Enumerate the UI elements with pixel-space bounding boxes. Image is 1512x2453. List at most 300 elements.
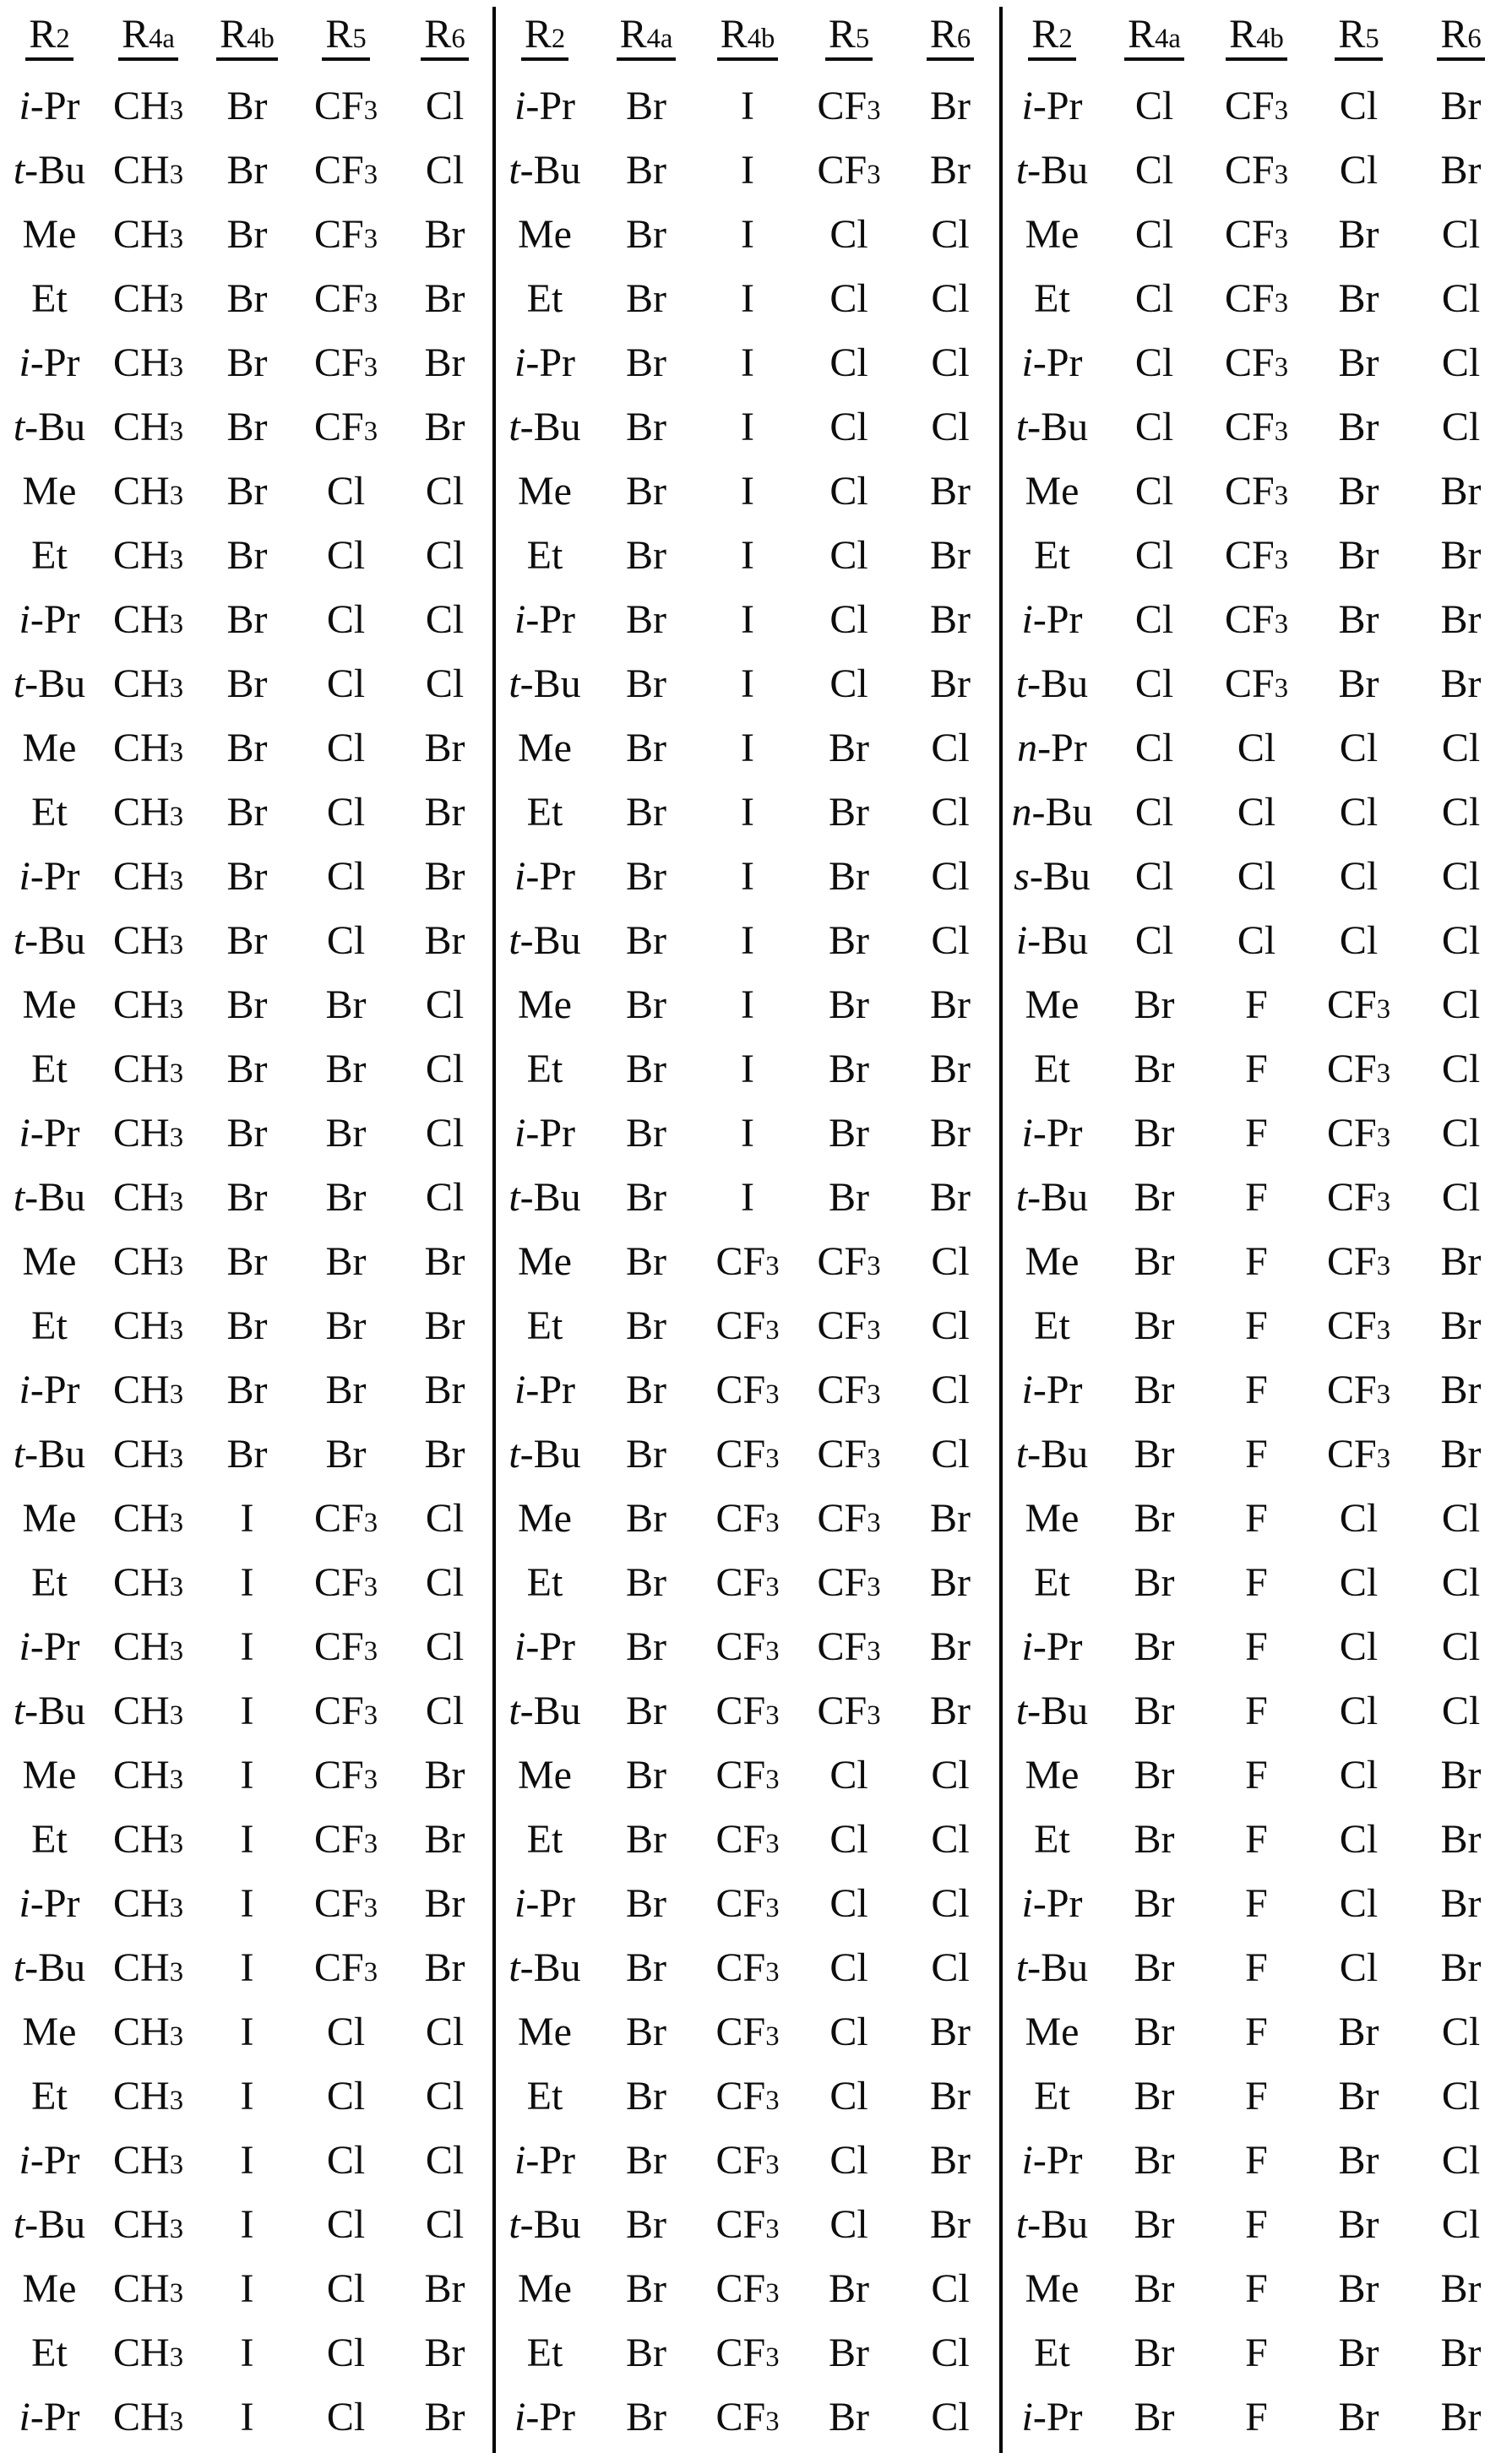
substituent-table-group-1 bbox=[0, 0, 494, 2450]
table-cell: Cl bbox=[829, 1945, 868, 1990]
table-row bbox=[0, 1808, 494, 1872]
table-cell: Cl bbox=[1134, 854, 1174, 899]
table-row bbox=[1001, 1294, 1512, 1358]
table-cell: Cl bbox=[829, 340, 868, 385]
column-header-R6: $R^6$ bbox=[395, 0, 494, 74]
table-cell: Cl bbox=[326, 790, 366, 835]
table-cell: $CF_3$ bbox=[313, 276, 378, 321]
column-group-divider-1 bbox=[492, 7, 496, 2453]
table-cell: Cl bbox=[326, 2010, 366, 2054]
table-cell: Br bbox=[226, 276, 268, 321]
table-cell: I bbox=[741, 405, 754, 449]
table-cell: Cl bbox=[326, 2202, 366, 2247]
table-cell: Cl bbox=[829, 212, 868, 257]
table-cell: i-Pr bbox=[1021, 1624, 1083, 1669]
table-cell: Cl bbox=[1339, 1496, 1379, 1541]
table-cell: Br bbox=[424, 2395, 465, 2439]
table-cell: I bbox=[240, 1945, 254, 1990]
table-cell: Br bbox=[626, 84, 666, 128]
table-cell: I bbox=[741, 1175, 754, 1220]
table-cell: Br bbox=[424, 1432, 465, 1477]
column-header-R2: $R^2$ bbox=[494, 0, 596, 74]
table-cell: Cl bbox=[1339, 1817, 1379, 1862]
table-cell: $CH_3$ bbox=[113, 790, 183, 835]
table-row bbox=[1001, 267, 1512, 331]
table-cell: Br bbox=[1440, 84, 1482, 128]
table-row bbox=[1001, 909, 1512, 973]
table-cell: I bbox=[741, 597, 754, 642]
table-cell: Me bbox=[1025, 2266, 1080, 2311]
table-cell: Br bbox=[626, 1432, 666, 1477]
table-cell: Me bbox=[1025, 982, 1080, 1027]
table-cell: Br bbox=[1134, 1496, 1175, 1541]
table-cell: Cl bbox=[1441, 2138, 1481, 2183]
table-cell: Br bbox=[626, 2266, 666, 2311]
table-cell: $CF_3$ bbox=[313, 1560, 378, 1605]
table-cell: Br bbox=[626, 469, 666, 514]
table-cell: t-Bu bbox=[13, 1175, 86, 1220]
table-cell: Cl bbox=[1134, 212, 1174, 257]
table-row bbox=[0, 1166, 494, 1230]
table-row bbox=[494, 1230, 1001, 1294]
table-cell: Br bbox=[930, 982, 971, 1027]
table-cell: Me bbox=[22, 212, 77, 257]
table-cell: Cl bbox=[425, 1689, 465, 1733]
table-cell: Br bbox=[930, 2202, 971, 2247]
table-cell: $CF_3$ bbox=[1224, 597, 1289, 642]
table-cell: Br bbox=[226, 1175, 268, 1220]
table-cell: $CH_3$ bbox=[113, 1689, 183, 1733]
table-cell: Cl bbox=[829, 2010, 868, 2054]
table-cell: $CF_3$ bbox=[313, 1496, 378, 1541]
table-row bbox=[0, 845, 494, 909]
table-cell: F bbox=[1245, 1624, 1268, 1669]
table-row bbox=[1001, 2257, 1512, 2321]
table-row bbox=[1001, 139, 1512, 203]
table-cell: Cl bbox=[829, 1817, 868, 1862]
table-row bbox=[0, 1936, 494, 2000]
table-cell: Cl bbox=[931, 276, 970, 321]
table-cell: F bbox=[1245, 1303, 1268, 1348]
table-cell: $CF_3$ bbox=[715, 2395, 780, 2439]
table-row bbox=[1001, 460, 1512, 524]
table-cell: F bbox=[1245, 2266, 1268, 2311]
table-cell: Br bbox=[325, 1175, 367, 1220]
table-cell: $CF_3$ bbox=[313, 212, 378, 257]
table-cell: Cl bbox=[1339, 726, 1379, 770]
table-cell: Br bbox=[1338, 405, 1379, 449]
table-cell: $CF_3$ bbox=[313, 84, 378, 128]
table-cell: I bbox=[741, 726, 754, 770]
table-cell: Br bbox=[829, 2331, 869, 2375]
table-cell: I bbox=[741, 982, 754, 1027]
table-row bbox=[0, 1679, 494, 1743]
column-header-R4b: $R^{4b}$ bbox=[1205, 0, 1308, 74]
table-row bbox=[494, 1551, 1001, 1615]
table-cell: i-Pr bbox=[19, 597, 80, 642]
table-cell: $CH_3$ bbox=[113, 1175, 183, 1220]
table-cell: I bbox=[741, 790, 754, 835]
table-cell: $CF_3$ bbox=[715, 1560, 780, 1605]
table-cell: Br bbox=[829, 982, 869, 1027]
table-cell: t-Bu bbox=[13, 2202, 86, 2247]
table-cell: Br bbox=[626, 533, 666, 578]
table-cell: Cl bbox=[1134, 661, 1174, 706]
table-row bbox=[0, 524, 494, 588]
table-cell: F bbox=[1245, 1432, 1268, 1477]
table-cell: Br bbox=[325, 1303, 367, 1348]
table-cell: Me bbox=[518, 1496, 572, 1541]
table-row bbox=[494, 203, 1001, 267]
table-cell: Br bbox=[1440, 1368, 1482, 1412]
table-row bbox=[0, 588, 494, 652]
table-cell: Cl bbox=[1339, 1689, 1379, 1733]
table-row bbox=[0, 2193, 494, 2257]
table-cell: t-Bu bbox=[1015, 1175, 1089, 1220]
table-cell: Cl bbox=[1237, 918, 1276, 963]
table-cell: i-Pr bbox=[514, 1368, 575, 1412]
table-cell: Cl bbox=[425, 1175, 465, 1220]
table-cell: i-Pr bbox=[514, 2138, 575, 2183]
table-cell: I bbox=[240, 1753, 254, 1798]
table-cell: $CF_3$ bbox=[817, 1560, 881, 1605]
table-cell: F bbox=[1245, 2074, 1268, 2118]
table-cell: Cl bbox=[1134, 790, 1174, 835]
table-cell: Br bbox=[626, 2202, 666, 2247]
table-row bbox=[1001, 2193, 1512, 2257]
table-cell: Cl bbox=[829, 2138, 868, 2183]
table-cell: $CF_3$ bbox=[715, 2138, 780, 2183]
table-cell: Br bbox=[325, 982, 367, 1027]
table-cell: $CH_3$ bbox=[113, 212, 183, 257]
substituent-table-group-2 bbox=[494, 0, 1001, 2450]
table-cell: $CF_3$ bbox=[715, 2202, 780, 2247]
table-cell: $CF_3$ bbox=[313, 340, 378, 385]
table-cell: Br bbox=[1440, 1239, 1482, 1284]
table-cell: $CF_3$ bbox=[715, 2331, 780, 2375]
table-cell: Br bbox=[226, 918, 268, 963]
table-cell: Cl bbox=[1134, 597, 1174, 642]
table-cell: Br bbox=[930, 2138, 971, 2183]
table-cell: Cl bbox=[931, 1753, 970, 1798]
table-cell: i-Pr bbox=[1021, 1111, 1083, 1156]
table-cell: Br bbox=[1134, 1239, 1175, 1284]
table-row bbox=[1001, 1872, 1512, 1936]
table-cell: $CF_3$ bbox=[715, 1624, 780, 1669]
table-row bbox=[494, 2257, 1001, 2321]
table-cell: Br bbox=[829, 2266, 869, 2311]
table-cell: Et bbox=[31, 533, 68, 578]
table-cell: Br bbox=[930, 661, 971, 706]
table-cell: Cl bbox=[1441, 854, 1481, 899]
table-cell: i-Pr bbox=[1021, 84, 1083, 128]
table-cell: Br bbox=[829, 1175, 869, 1220]
table-row bbox=[494, 652, 1001, 716]
table-cell: Cl bbox=[326, 2331, 366, 2375]
table-cell: I bbox=[741, 212, 754, 257]
table-cell: Cl bbox=[931, 1945, 970, 1990]
table-cell: i-Pr bbox=[514, 854, 575, 899]
table-cell: i-Pr bbox=[19, 340, 80, 385]
table-cell: s-Bu bbox=[1014, 854, 1090, 899]
table-cell: Me bbox=[22, 1753, 77, 1798]
table-cell: Br bbox=[1134, 2074, 1175, 2118]
table-cell: I bbox=[741, 340, 754, 385]
table-cell: t-Bu bbox=[1015, 148, 1089, 193]
table-cell: t-Bu bbox=[13, 1689, 86, 1733]
table-cell: Me bbox=[1025, 469, 1080, 514]
table-cell: Br bbox=[325, 1239, 367, 1284]
table-cell: $CH_3$ bbox=[113, 2331, 183, 2375]
table-row bbox=[494, 2385, 1001, 2450]
table-cell: $CF_3$ bbox=[313, 1624, 378, 1669]
table-cell: Br bbox=[1134, 1111, 1175, 1156]
table-cell: $CF_3$ bbox=[1224, 340, 1289, 385]
table-cell: Cl bbox=[1441, 790, 1481, 835]
table-cell: Cl bbox=[1441, 1111, 1481, 1156]
table-cell: $CF_3$ bbox=[715, 1689, 780, 1733]
table-cell: i-Pr bbox=[19, 854, 80, 899]
table-row bbox=[1001, 1101, 1512, 1166]
table-cell: Me bbox=[518, 2010, 572, 2054]
column-header-R4a: $R^{4a}$ bbox=[99, 0, 198, 74]
table-row bbox=[1001, 1037, 1512, 1101]
table-cell: $CH_3$ bbox=[113, 2395, 183, 2439]
table-cell: Br bbox=[1338, 2395, 1379, 2439]
table-cell: Cl bbox=[931, 1239, 970, 1284]
column-header-R4b: $R^{4b}$ bbox=[198, 0, 296, 74]
table-cell: Br bbox=[1134, 1368, 1175, 1412]
table-cell: Br bbox=[829, 2395, 869, 2439]
table-cell: $CF_3$ bbox=[1326, 1303, 1391, 1348]
header-row bbox=[1001, 0, 1512, 74]
table-cell: $CH_3$ bbox=[113, 1560, 183, 1605]
table-cell: i-Pr bbox=[514, 2395, 575, 2439]
table-row bbox=[1001, 524, 1512, 588]
table-cell: F bbox=[1245, 1560, 1268, 1605]
table-cell: Cl bbox=[1441, 918, 1481, 963]
table-cell: Br bbox=[1440, 1945, 1482, 1990]
table-cell: Br bbox=[226, 1368, 268, 1412]
table-cell: $CF_3$ bbox=[1326, 1047, 1391, 1091]
table-cell: Br bbox=[325, 1111, 367, 1156]
table-cell: t-Bu bbox=[1015, 1432, 1089, 1477]
table-cell: Br bbox=[1440, 2331, 1482, 2375]
table-row bbox=[0, 2064, 494, 2129]
table-cell: Cl bbox=[1339, 1560, 1379, 1605]
table-cell: Br bbox=[626, 982, 666, 1027]
table-cell: Br bbox=[626, 790, 666, 835]
table-cell: i-Pr bbox=[1021, 2138, 1083, 2183]
table-cell: $CH_3$ bbox=[113, 340, 183, 385]
table-cell: I bbox=[741, 1047, 754, 1091]
table-cell: Et bbox=[526, 1560, 563, 1605]
table-cell: Br bbox=[1134, 2266, 1175, 2311]
table-cell: t-Bu bbox=[509, 1432, 581, 1477]
table-cell: Cl bbox=[326, 2138, 366, 2183]
table-cell: Cl bbox=[1134, 726, 1174, 770]
table-cell: Et bbox=[31, 2331, 68, 2375]
table-cell: Et bbox=[1034, 276, 1070, 321]
table-cell: Br bbox=[930, 2010, 971, 2054]
table-row bbox=[0, 1615, 494, 1679]
table-cell: t-Bu bbox=[13, 1945, 86, 1990]
table-cell: $CH_3$ bbox=[113, 982, 183, 1027]
table-cell: Br bbox=[226, 982, 268, 1027]
table-row bbox=[494, 1615, 1001, 1679]
table-cell: $CH_3$ bbox=[113, 1368, 183, 1412]
table-cell: Br bbox=[626, 2138, 666, 2183]
table-cell: i-Bu bbox=[1015, 918, 1089, 963]
table-cell: Cl bbox=[1441, 405, 1481, 449]
table-cell: Br bbox=[1338, 597, 1379, 642]
table-cell: Cl bbox=[1441, 2010, 1481, 2054]
table-cell: Br bbox=[424, 212, 465, 257]
table-cell: $CF_3$ bbox=[313, 148, 378, 193]
table-cell: Br bbox=[424, 2266, 465, 2311]
table-cell: Br bbox=[626, 918, 666, 963]
table-row bbox=[1001, 2129, 1512, 2193]
table-cell: $CF_3$ bbox=[817, 1239, 881, 1284]
table-cell: Br bbox=[226, 726, 268, 770]
table-cell: Br bbox=[626, 1175, 666, 1220]
table-cell: Cl bbox=[425, 1111, 465, 1156]
table-cell: Br bbox=[930, 597, 971, 642]
substituent-table-group-3 bbox=[1001, 0, 1512, 2450]
table-cell: $CH_3$ bbox=[113, 2138, 183, 2183]
table-cell: Br bbox=[226, 212, 268, 257]
table-cell: Et bbox=[526, 276, 563, 321]
table-cell: Br bbox=[1134, 1047, 1175, 1091]
table-row bbox=[494, 395, 1001, 460]
table-cell: $CF_3$ bbox=[313, 1817, 378, 1862]
table-cell: Br bbox=[626, 854, 666, 899]
table-cell: Br bbox=[325, 1368, 367, 1412]
table-cell: Cl bbox=[1441, 1175, 1481, 1220]
table-cell: F bbox=[1245, 2202, 1268, 2247]
table-cell: I bbox=[240, 1817, 254, 1862]
table-row bbox=[494, 1872, 1001, 1936]
table-cell: Br bbox=[1134, 1432, 1175, 1477]
column-header-R5: $R^5$ bbox=[798, 0, 900, 74]
table-cell: Br bbox=[626, 1368, 666, 1412]
table-cell: I bbox=[741, 854, 754, 899]
table-cell: Br bbox=[1440, 2266, 1482, 2311]
table-cell: Cl bbox=[1237, 790, 1276, 835]
table-cell: Br bbox=[1440, 1817, 1482, 1862]
table-row bbox=[494, 845, 1001, 909]
table-cell: $CF_3$ bbox=[1224, 148, 1289, 193]
table-cell: Cl bbox=[1339, 918, 1379, 963]
table-cell: t-Bu bbox=[13, 1432, 86, 1477]
table-cell: $CF_3$ bbox=[715, 1817, 780, 1862]
table-cell: Me bbox=[1025, 1496, 1080, 1541]
table-cell: Cl bbox=[829, 2074, 868, 2118]
table-cell: Br bbox=[930, 148, 971, 193]
table-row bbox=[0, 1294, 494, 1358]
table-cell: Br bbox=[1134, 2010, 1175, 2054]
table-cell: Br bbox=[226, 661, 268, 706]
table-cell: t-Bu bbox=[509, 2202, 581, 2247]
table-row bbox=[494, 780, 1001, 845]
table-cell: Cl bbox=[931, 2331, 970, 2375]
table-cell: Cl bbox=[829, 2202, 868, 2247]
table-cell: Me bbox=[518, 212, 572, 257]
table-cell: Me bbox=[1025, 2010, 1080, 2054]
table-cell: $CH_3$ bbox=[113, 1111, 183, 1156]
table-cell: Cl bbox=[1441, 276, 1481, 321]
table-cell: i-Pr bbox=[19, 2395, 80, 2439]
table-cell: F bbox=[1245, 1239, 1268, 1284]
table-cell: $CF_3$ bbox=[817, 1689, 881, 1733]
table-cell: I bbox=[240, 1689, 254, 1733]
table-cell: F bbox=[1245, 1817, 1268, 1862]
table-cell: Cl bbox=[931, 2266, 970, 2311]
table-cell: Cl bbox=[326, 918, 366, 963]
table-row bbox=[0, 331, 494, 395]
table-cell: Et bbox=[1034, 2074, 1070, 2118]
table-cell: i-Pr bbox=[514, 1111, 575, 1156]
table-cell: Cl bbox=[931, 1303, 970, 1348]
table-cell: Br bbox=[930, 1496, 971, 1541]
table-row bbox=[0, 203, 494, 267]
table-row bbox=[0, 2385, 494, 2450]
table-cell: Cl bbox=[326, 597, 366, 642]
table-cell: $CH_3$ bbox=[113, 1496, 183, 1541]
table-cell: Me bbox=[22, 1496, 77, 1541]
table-row bbox=[1001, 74, 1512, 139]
table-cell: Et bbox=[526, 2331, 563, 2375]
table-cell: n-Pr bbox=[1017, 726, 1087, 770]
table-cell: $CF_3$ bbox=[1224, 405, 1289, 449]
table-cell: $CF_3$ bbox=[817, 1624, 881, 1669]
column-header-R6: $R^6$ bbox=[900, 0, 1001, 74]
table-cell: Et bbox=[526, 790, 563, 835]
table-cell: Br bbox=[226, 1303, 268, 1348]
table-cell: I bbox=[240, 2010, 254, 2054]
table-cell: Br bbox=[626, 1496, 666, 1541]
table-row bbox=[494, 139, 1001, 203]
table-cell: $CH_3$ bbox=[113, 1817, 183, 1862]
table-cell: I bbox=[240, 1881, 254, 1926]
table-cell: I bbox=[240, 1496, 254, 1541]
table-cell: Br bbox=[626, 726, 666, 770]
table-row bbox=[494, 1294, 1001, 1358]
table-cell: i-Pr bbox=[514, 1881, 575, 1926]
table-cell: $CF_3$ bbox=[715, 1881, 780, 1926]
table-row bbox=[0, 2321, 494, 2385]
column-header-R2: $R^2$ bbox=[0, 0, 99, 74]
table-cell: Br bbox=[1440, 1432, 1482, 1477]
table-cell: F bbox=[1245, 2010, 1268, 2054]
table-cell: $CF_3$ bbox=[1224, 533, 1289, 578]
table-cell: Br bbox=[626, 1303, 666, 1348]
table-cell: Et bbox=[526, 533, 563, 578]
table-cell: F bbox=[1245, 2138, 1268, 2183]
table-cell: Cl bbox=[326, 661, 366, 706]
table-cell: Cl bbox=[931, 340, 970, 385]
column-header-R2: $R^2$ bbox=[1001, 0, 1103, 74]
table-cell: Cl bbox=[1441, 1624, 1481, 1669]
table-cell: Br bbox=[226, 405, 268, 449]
table-cell: Br bbox=[424, 1239, 465, 1284]
table-cell: Cl bbox=[1441, 726, 1481, 770]
table-cell: Cl bbox=[425, 533, 465, 578]
table-row bbox=[494, 2321, 1001, 2385]
table-row bbox=[0, 652, 494, 716]
table-cell: Br bbox=[226, 790, 268, 835]
table-cell: I bbox=[240, 2331, 254, 2375]
